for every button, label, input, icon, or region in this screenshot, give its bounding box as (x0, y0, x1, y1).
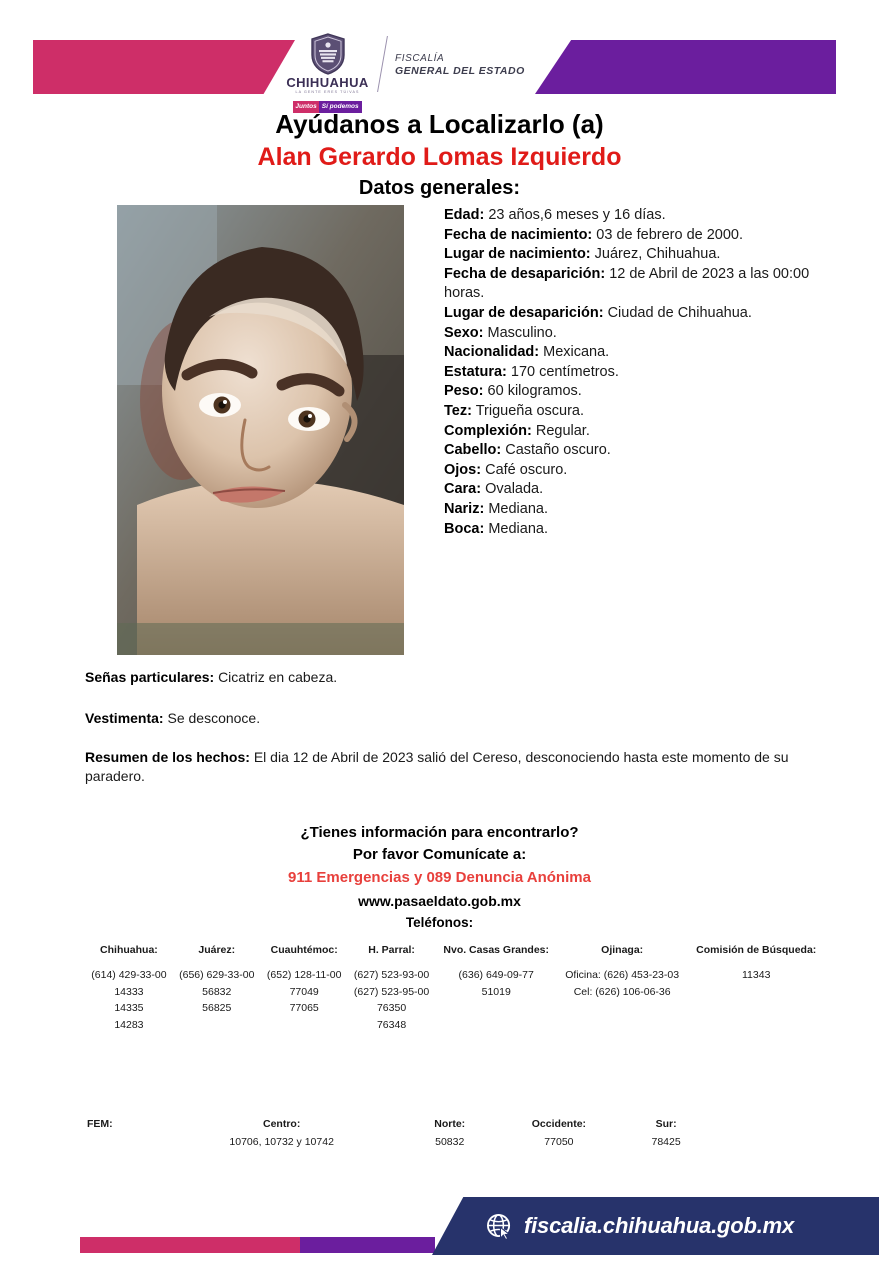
detail-row (444, 461, 816, 481)
phone-list: Oficina: (626) 453-23-03 Cel: (626) 106-06-36 (565, 969, 680, 998)
page-header (0, 0, 879, 110)
footer-url-content[interactable] (432, 1197, 879, 1255)
logo-wordmark: CHIHUAHUA (286, 75, 369, 90)
fem-value-centro: 10706, 10732 y 10742 (229, 1136, 334, 1148)
phone-list: (652) 128-11-00 77049 77065 (266, 969, 342, 1014)
detail-label: Complexión: (444, 422, 532, 439)
detail-value: Mediana. (488, 500, 548, 517)
detail-value: Mexicana. (543, 344, 610, 361)
senas-value: Cicatriz en cabeza. (218, 669, 338, 685)
detail-value: Café oscuro. (485, 461, 568, 478)
detail-value: 12 de Abril de 2023 a las 00:00 horas. (444, 265, 810, 302)
phone-cell-cuauhtemoc (261, 967, 348, 1033)
vestimenta-value: Se desconoce. (167, 710, 261, 726)
detail-label: Peso: (444, 383, 484, 400)
globe-cursor-icon (486, 1213, 513, 1240)
phone-list: (656) 629-33-00 56832 56825 (179, 969, 255, 1014)
detail-label: Lugar de nacimiento: (444, 246, 591, 263)
fem-column-header-norte: Norte: (434, 1118, 466, 1130)
phone-directory-table (85, 944, 825, 1033)
shield-badge-icon (310, 33, 346, 75)
phone-cell-juarez (173, 967, 261, 1033)
detail-label: Boca: (444, 520, 485, 537)
header-band-pink (33, 40, 295, 94)
agency-name (395, 52, 525, 78)
fem-value-row (85, 1135, 705, 1150)
detail-row (444, 324, 816, 344)
chihuahua-government-logo (281, 33, 374, 113)
detail-label: Fecha de nacimiento: (444, 226, 593, 243)
detail-row (444, 402, 816, 422)
detail-row (444, 480, 816, 500)
header-divider (377, 36, 388, 92)
detail-value: Ciudad de Chihuahua. (607, 304, 752, 321)
page-title: Ayúdanos a Localizarlo (a) (275, 109, 604, 139)
distinguishing-marks (85, 668, 801, 687)
column-header-chihuahua: Chihuahua: (100, 944, 158, 956)
agency-line-1: FISCALÍA (395, 53, 445, 64)
detail-label: Nacionalidad: (444, 344, 540, 361)
detail-row (444, 382, 816, 402)
detail-row (444, 363, 816, 383)
section-heading-datos-generales: Datos generales: (358, 177, 521, 199)
incident-summary (85, 748, 801, 786)
column-header-cuauhtemoc: Cuauhtémoc: (270, 944, 338, 956)
column-header-comision-busqueda: Comisión de Búsqueda: (696, 944, 817, 956)
detail-row (444, 265, 816, 304)
phone-cell-parral (348, 967, 436, 1033)
phone-list: 11343 (742, 969, 771, 981)
detail-label: Estatura: (444, 363, 507, 380)
detail-row (444, 441, 816, 461)
detail-value: Castaño oscuro. (505, 442, 611, 459)
column-header-ojinaga: Ojinaga: (601, 944, 644, 956)
logo-tagline-part2: Sí podemos (319, 101, 362, 113)
logo-subline: LA GENTE ERES TÚ/VAS (295, 90, 360, 94)
missing-person-photo (117, 205, 404, 655)
detail-value: 60 kilogramos. (487, 383, 582, 400)
table-row (85, 967, 825, 1033)
resumen-label: Resumen de los hechos: (85, 749, 250, 765)
vestimenta-label: Vestimenta: (85, 710, 164, 726)
phone-cell-chihuahua (85, 967, 173, 1033)
clothing-description (85, 709, 801, 728)
cta-phones-label: Teléfonos: (405, 915, 474, 930)
fem-value-sur: 78425 (651, 1136, 681, 1148)
column-header-casas-grandes: Nvo. Casas Grandes: (443, 944, 550, 956)
detail-row (444, 422, 816, 442)
resumen-value: El dia 12 de Abril de 2023 salió del Cereso, desconociendo hasta este momento de su paradero. (85, 749, 789, 784)
cta-contact-prompt: Por favor Comunícate a: (352, 846, 527, 863)
column-header-juarez: Juárez: (198, 944, 236, 956)
detail-value: 23 años,6 meses y 16 días. (488, 207, 666, 223)
fem-value-norte: 50832 (435, 1136, 465, 1148)
senas-label: Señas particulares: (85, 669, 215, 685)
detail-label: Ojos: (444, 461, 482, 478)
detail-row (444, 226, 816, 246)
phone-cell-casas-grandes (436, 967, 557, 1033)
fem-directory-table (85, 1118, 705, 1150)
phone-cell-ojinaga (557, 967, 688, 1033)
fem-column-header-centro: Centro: (263, 1118, 301, 1130)
footer-url-text[interactable]: fiscalia.chihuahua.gob.mx (524, 1213, 795, 1238)
general-data-list (444, 206, 816, 539)
agency-line-2: GENERAL DEL ESTADO (395, 65, 525, 77)
detail-value: Regular. (535, 422, 590, 439)
detail-value: 170 centímetros. (510, 363, 619, 380)
detail-value: Masculino. (487, 324, 557, 341)
column-header-parral: H. Parral: (368, 944, 415, 956)
photo-image (117, 205, 404, 655)
cta-website[interactable]: www.pasaeldato.gob.mx (358, 893, 521, 909)
detail-label: Lugar de desaparición: (444, 304, 604, 321)
fem-spacer (85, 1135, 155, 1150)
table-header-row (85, 944, 825, 967)
detail-value: Trigueña oscura. (475, 402, 584, 419)
header-band-purple (535, 40, 836, 94)
fem-label: FEM: (87, 1118, 113, 1130)
detail-label: Fecha de desaparición: (444, 265, 606, 282)
cta-question: ¿Tienes información para encontrarlo? (300, 824, 579, 841)
detail-value: Mediana. (488, 520, 548, 537)
phone-cell-comision-busqueda (687, 967, 825, 1033)
detail-row (444, 520, 816, 540)
page-footer (0, 1185, 879, 1280)
logo-tagline-part1: Juntos (293, 101, 318, 113)
detail-label: Cara: (444, 481, 482, 498)
cta-emergency-numbers: 911 Emergencias y 089 Denuncia Anónima (288, 869, 591, 886)
detail-row (444, 500, 816, 520)
detail-value: Juárez, Chihuahua. (594, 246, 721, 263)
fem-column-header-sur: Sur: (655, 1118, 677, 1130)
detail-label: Cabello: (444, 442, 502, 459)
fem-value-occidente: 77050 (544, 1136, 574, 1148)
detail-row (444, 245, 816, 265)
phone-list: (627) 523-93-00 (627) 523-95-00 76350 76348 (353, 969, 430, 1031)
phone-list: (614) 429-33-00 14333 14335 14283 (91, 969, 167, 1031)
detail-label: Nariz: (444, 500, 485, 517)
detail-row (444, 206, 816, 226)
detail-value: 03 de febrero de 2000. (596, 226, 744, 243)
detail-label: Sexo: (444, 324, 484, 341)
missing-person-name: Alan Gerardo Lomas Izquierdo (257, 143, 622, 171)
detail-label: Edad: (444, 207, 485, 223)
detail-row (444, 304, 816, 324)
footer-stripe-pink (80, 1237, 302, 1253)
detail-row (444, 343, 816, 363)
detail-value: Ovalada. (485, 481, 544, 498)
fem-header-row (85, 1118, 705, 1135)
detail-label: Tez: (444, 402, 472, 419)
phone-list: (636) 649-09-77 51019 (458, 969, 534, 998)
fem-column-header-occidente: Occidente: (531, 1118, 587, 1130)
footer-stripe-purple (300, 1237, 435, 1253)
